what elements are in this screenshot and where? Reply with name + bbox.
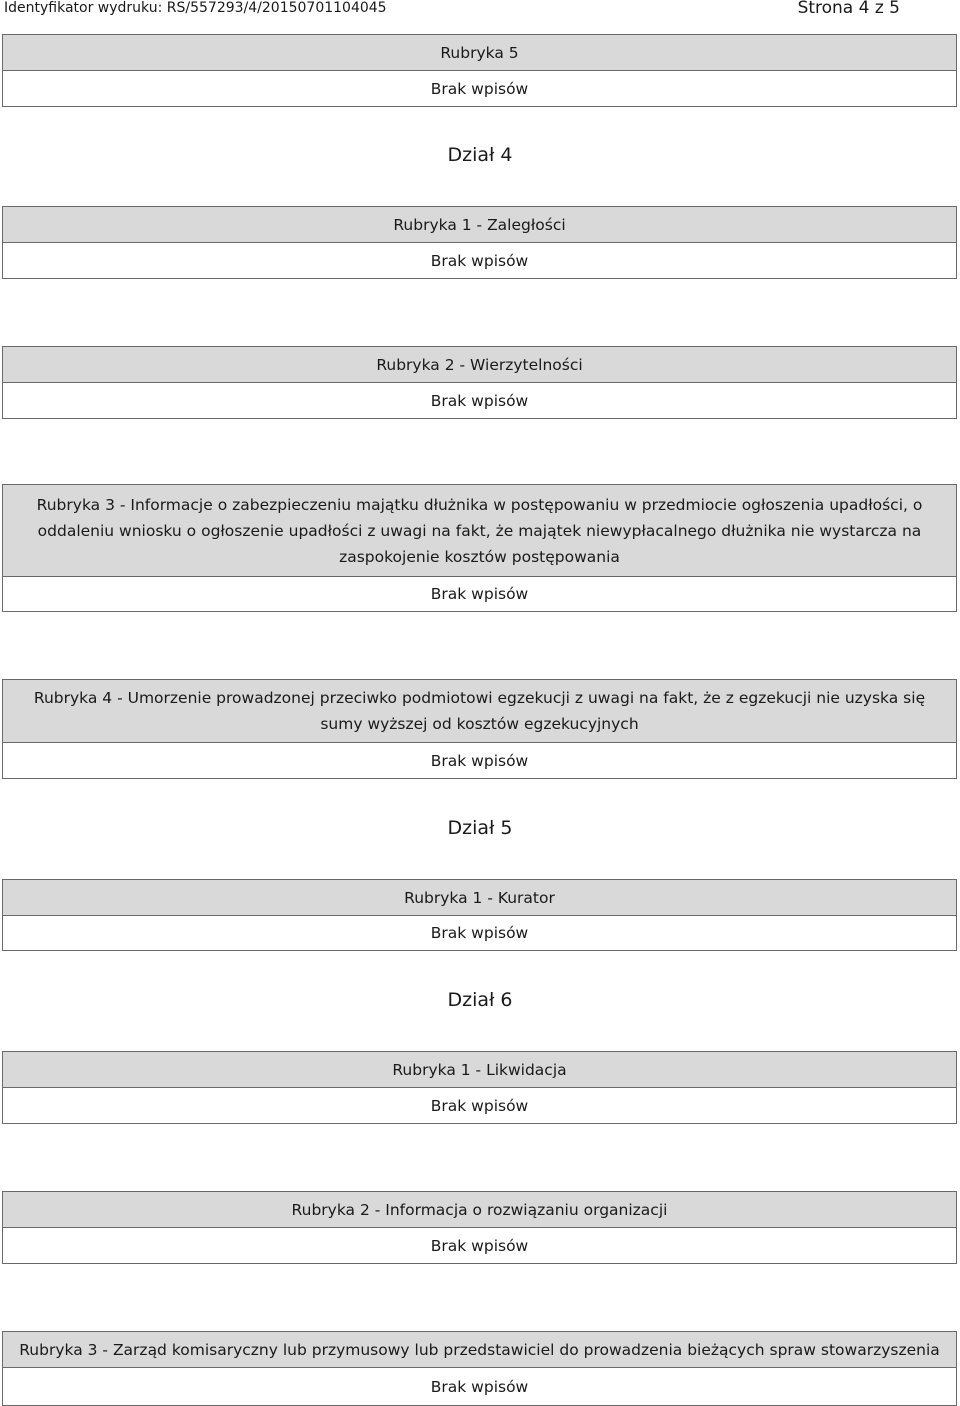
section-title: Rubryka 1 - Likwidacja xyxy=(3,1052,956,1088)
print-header xyxy=(0,0,960,20)
part-heading: Dział 4 xyxy=(447,144,513,166)
section-title: Rubryka 1 - Zaległości xyxy=(3,207,956,243)
section-title: Rubryka 3 - Informacje o zabezpieczeniu majątku dłużnika w postępowaniu w przedmiocie ogłoszenia upadłości, o oddaleniu wniosku o ogłoszenie upadłości z uwagi na fakt, że majątek niewypłacalnego dłużnika nie wystarcza na zaspokojenie kosztów postępowania xyxy=(3,485,956,577)
section-box xyxy=(2,679,957,779)
section-value: Brak wpisów xyxy=(430,751,529,770)
section-box xyxy=(2,346,957,419)
section-title: Rubryka 1 - Kurator xyxy=(3,880,956,916)
page-number: Strona 4 z 5 xyxy=(797,0,900,18)
part-heading: Dział 5 xyxy=(447,817,513,839)
section-value: Brak wpisów xyxy=(430,585,529,603)
section-value: Brak wpisów xyxy=(430,1096,529,1115)
section-value: Brak wpisów xyxy=(430,391,529,410)
section-title: Rubryka 2 - Wierzytelności xyxy=(3,347,956,383)
section-box xyxy=(2,1051,957,1124)
section-value: Brak wpisów xyxy=(430,1236,529,1255)
section-value: Brak wpisów xyxy=(430,1377,529,1396)
section-box xyxy=(2,879,957,951)
part-heading: Dział 6 xyxy=(447,989,513,1011)
section-title: Rubryka 4 - Umorzenie prowadzonej przeciwko podmiotowi egzekucji z uwagi na fakt, że z egzekucji nie uzyska się sumy wyższej od kosztów egzekucyjnych xyxy=(3,680,956,743)
section-box xyxy=(2,1331,957,1406)
section-title: Rubryka 3 - Zarząd komisaryczny lub przymusowy lub przedstawiciel do prowadzenia bieżących spraw stowarzyszenia xyxy=(3,1332,956,1368)
section-value: Brak wpisów xyxy=(430,79,529,98)
section-box xyxy=(2,34,957,107)
section-box xyxy=(2,206,957,279)
section-value: Brak wpisów xyxy=(430,924,529,942)
section-title: Rubryka 2 - Informacja o rozwiązaniu organizacji xyxy=(3,1192,956,1228)
section-box xyxy=(2,484,957,612)
section-box xyxy=(2,1191,957,1264)
section-value: Brak wpisów xyxy=(430,251,529,270)
print-identifier: Identyfikator wydruku: RS/557293/4/20150701104045 xyxy=(4,0,387,16)
section-title: Rubryka 5 xyxy=(3,35,956,71)
